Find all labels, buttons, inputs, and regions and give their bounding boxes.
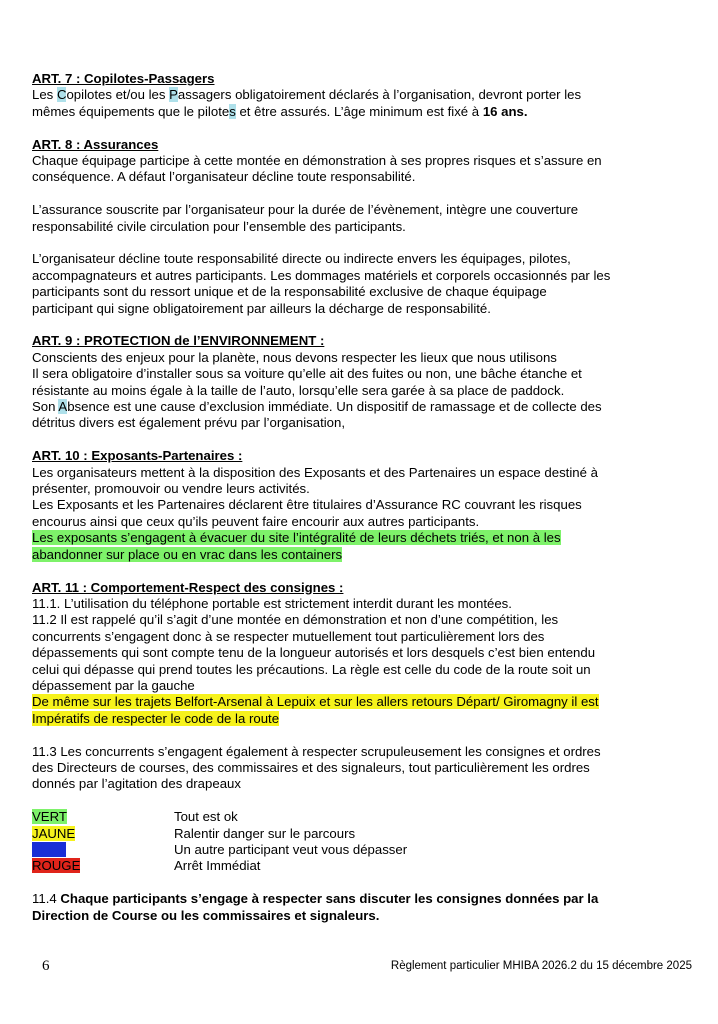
art10-line: Les Exposants et les Partenaires déclarent être titulaires d’Assurance RC couvrant les risques	[32, 497, 582, 513]
document-body	[32, 71, 692, 924]
art9-title: ART. 9 : PROTECTION de l’ENVIRONNEMENT :	[32, 333, 325, 349]
text: Les	[32, 87, 57, 103]
art8-p3-line: accompagnateurs et autres participants. Les dommages matériels et corporels occasionnés par les	[32, 267, 611, 283]
text: mêmes équipements que le pilote	[32, 103, 230, 119]
art8-p2-line: L’assurance souscrite par l’organisateur pour la durée de l’évènement, intègre une couverture	[32, 202, 579, 218]
art7-line1	[32, 87, 692, 103]
text: assagers obligatoirement déclarés à l’organisation, devront porter les	[177, 87, 582, 103]
document-reference: Règlement particulier MHIBA 2026.2 du 15 décembre 2025	[390, 960, 692, 972]
text: bsence est une cause d’exclusion immédiate. Un dispositif de ramassage et de collecte des	[67, 399, 602, 415]
highlight-green: Les exposants s’engagent à évacuer du site l’intégralité de leurs déchets triés, et non à les	[32, 530, 561, 546]
art11-line: dépassements qui sont compte tenu de la longueur autorisés et lors desquels c’est bien entendu	[32, 645, 596, 661]
art11-line: 11.2 Il est rappelé qu’il s’agit d’une montée en démonstration et non d’une compétition, les	[32, 612, 559, 628]
art9-line: Conscients des enjeux pour la planète, nous devons respecter les lieux que nous utilisons	[32, 349, 557, 365]
flag-row-bleu	[32, 842, 692, 858]
flag-row-rouge	[32, 858, 692, 874]
art8-p1-line: conséquence. A défaut l’organisateur décline toute responsabilité.	[32, 169, 416, 185]
flag-row-jaune	[32, 826, 692, 842]
art9-line: détritus divers est également prévu par l’organisation,	[32, 415, 346, 431]
art11-4-number: 11.4	[32, 891, 61, 907]
art7-line2	[32, 104, 692, 120]
art11-3-line: donnés par l’agitation des drapeaux	[32, 776, 241, 792]
art11-yellow-line	[32, 711, 692, 727]
flag-meaning: Un autre participant veut vous dépasser	[174, 841, 408, 857]
art11-3-line: des Directeurs de courses, des commissaires et des signaleurs, tout particulièrement les ordres	[32, 759, 590, 775]
art11-yellow-line	[32, 694, 692, 710]
art11-title: ART. 11 : Comportement-Respect des consignes :	[32, 579, 344, 595]
art11-line: 11.1. L’utilisation du téléphone portable est strictement interdit durant les montées.	[32, 595, 512, 611]
flag-name: JAUNE	[32, 825, 76, 841]
flag-meaning: Ralentir danger sur le parcours	[174, 825, 356, 841]
art10-line: présenter, promouvoir ou vendre leurs activités.	[32, 481, 310, 497]
highlight-green: abandonner sur place ou en vrac dans les containers	[32, 546, 343, 562]
art8-title: ART. 8 : Assurances	[32, 136, 159, 152]
text: et être assurés. L’âge minimum est fixé à	[235, 103, 483, 119]
art7-title: ART. 7 : Copilotes-Passagers	[32, 71, 215, 86]
art9-line	[32, 399, 692, 415]
art10-line: Les organisateurs mettent à la disposition des Exposants et des Partenaires un espace destiné à	[32, 464, 598, 480]
art11-3-line: 11.3 Les concurrents s’engagent également à respecter scrupuleusement les consignes et ordres	[32, 743, 601, 759]
art10-green-line	[32, 547, 692, 563]
text: Son	[32, 399, 59, 415]
art10-line: encourus ainsi que ceux qu’ils peuvent faire encourir aux autres participants.	[32, 513, 480, 529]
art9-line: résistante au moins égale à la taille de l’auto, lorsqu’elle sera garée à sa place de paddock.	[32, 382, 565, 398]
art8-p3-line: L’organisateur décline toute responsabilité directe ou indirecte envers les équipages, pilotes,	[32, 251, 571, 267]
art8-p1-line: Chaque équipage participe à cette montée en démonstration à ses propres risques et s’assure en	[32, 153, 602, 169]
highlight-s: s	[229, 103, 236, 119]
art8-p2-line: responsabilité civile circulation pour l’ensemble des participants.	[32, 218, 406, 234]
flag-row-vert	[32, 809, 692, 825]
flag-meaning: Tout est ok	[174, 809, 238, 825]
highlight-c: C	[56, 87, 67, 103]
art11-4-line: Direction de Course ou les commissaires et signaleurs.	[32, 907, 380, 923]
art11-line: dépassement par la gauche	[32, 677, 195, 693]
highlight-p: P	[169, 87, 178, 103]
highlight-yellow: Impératifs de respecter le code de la route	[32, 710, 280, 726]
art11-4-line	[32, 891, 692, 907]
art9-line: Il sera obligatoire d’installer sous sa voiture qu’elle ait des fuites ou non, une bâche étanche et	[32, 366, 582, 382]
flag-name: BLEU	[32, 841, 67, 857]
page-number: 6	[42, 958, 50, 974]
art10-green-line	[32, 530, 692, 546]
art8-p3-line: participant qui signe obligatoirement par ailleurs la décharge de responsabilité.	[32, 300, 491, 316]
flag-name: ROUGE	[32, 858, 81, 874]
flag-name: VERT	[32, 809, 67, 825]
art11-line: celui qui dépasse qui prend toutes les précautions. La règle est celle du code de la route soit un	[32, 661, 591, 677]
text: opilotes et/ou les	[66, 87, 170, 103]
art8-p3-line: participants sont du ressort unique et de la responsabilité exclusive de chaque équipage	[32, 284, 547, 300]
highlight-a: A	[58, 399, 68, 415]
art10-title: ART. 10 : Exposants-Partenaires :	[32, 448, 243, 464]
min-age: 16 ans.	[482, 103, 528, 119]
art11-line: concurrents s’engagent donc à se respecter mutuellement tout particulièrement lors des	[32, 628, 545, 644]
art11-4-text: Chaque participants s’engage à respecter sans discuter les consignes données par la	[60, 891, 599, 907]
flag-meaning: Arrêt Immédiat	[174, 858, 261, 874]
highlight-yellow: De même sur les trajets Belfort-Arsenal à Lepuix et sur les allers retours Départ/ Giromagny il est	[32, 694, 599, 710]
